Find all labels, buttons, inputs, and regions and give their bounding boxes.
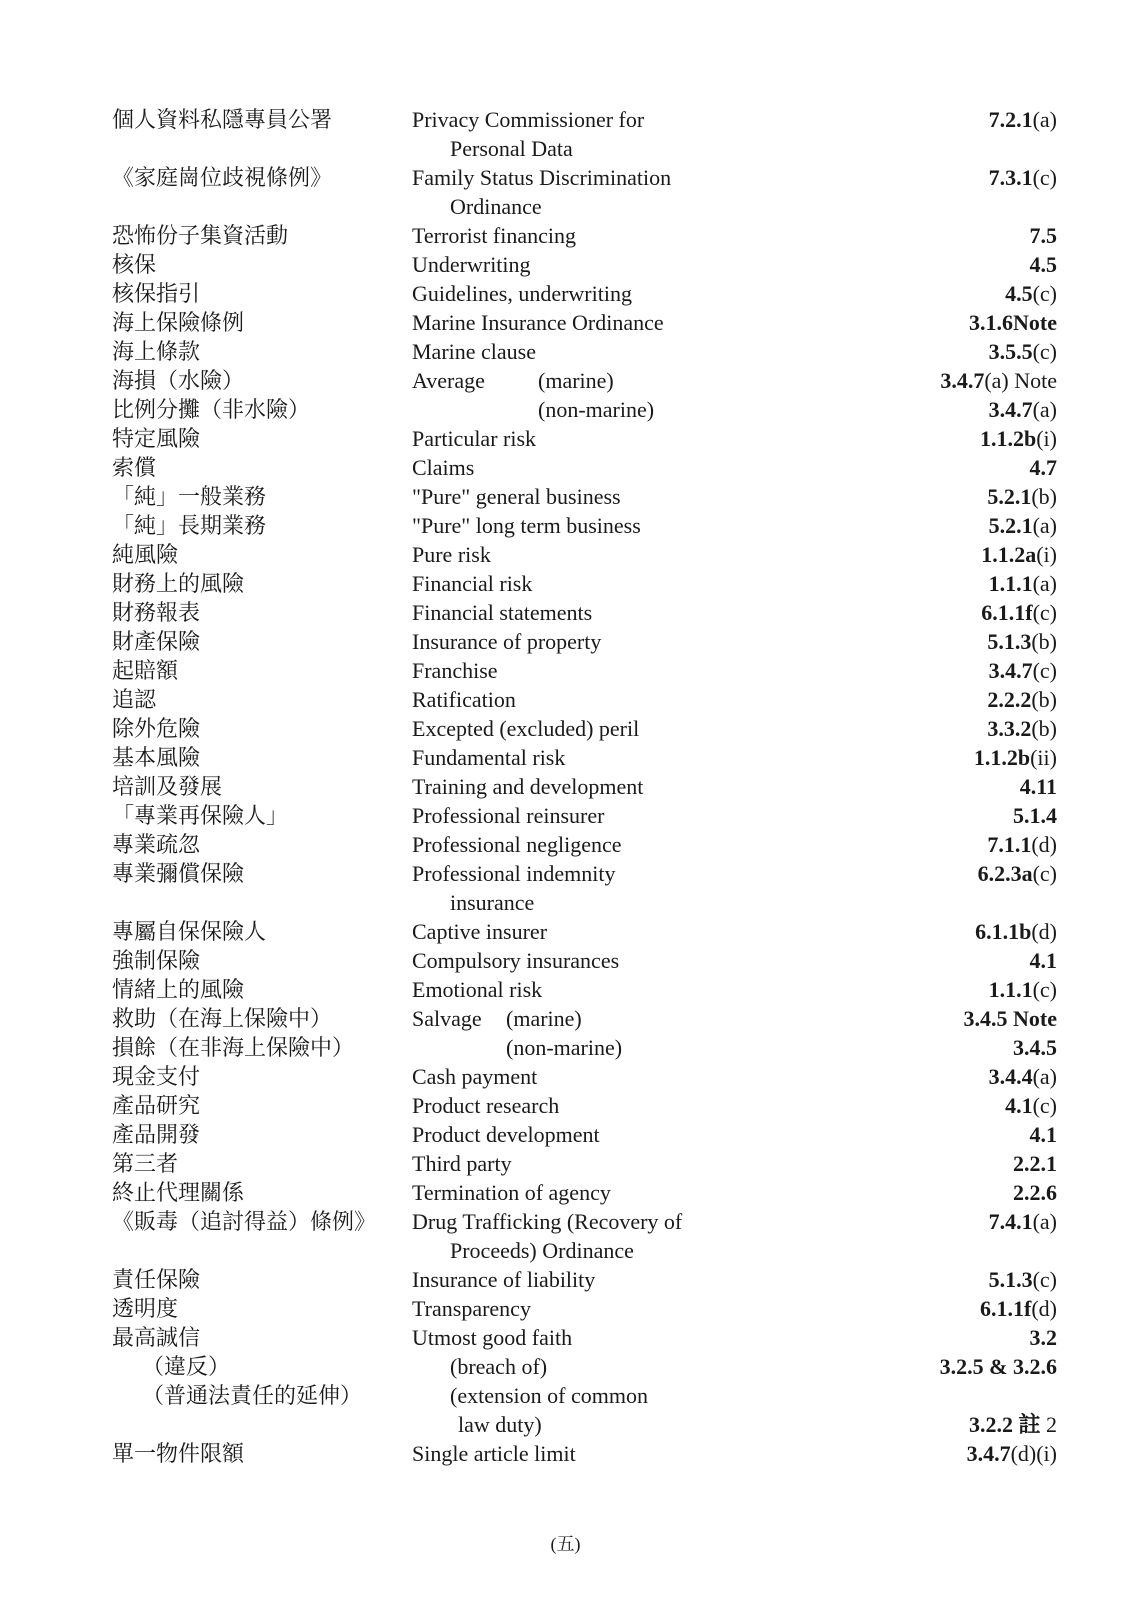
section-reference: 3.5.5(c) — [988, 339, 1057, 364]
section-reference: 1.1.1(c) — [988, 977, 1057, 1002]
table-row — [0, 1324, 1131, 1353]
table-row — [0, 570, 1131, 599]
english-term: Privacy Commissioner for — [412, 107, 645, 132]
chinese-term: 特定風險 — [112, 426, 201, 451]
chinese-term: 財務報表 — [112, 600, 201, 625]
section-reference: 2.2.2(b) — [987, 687, 1057, 712]
english-term-qualifier: (non-marine) — [506, 1035, 623, 1060]
section-reference: 3.2 — [1029, 1325, 1057, 1350]
table-row — [0, 1063, 1131, 1092]
section-reference: 5.1.3(b) — [987, 629, 1057, 654]
table-row — [0, 1353, 1131, 1382]
table-row — [0, 1150, 1131, 1179]
table-row — [0, 367, 1131, 396]
english-term: "Pure" long term business — [412, 513, 641, 538]
chinese-term: 情緒上的風險 — [112, 977, 245, 1002]
table-row — [0, 193, 1131, 222]
section-reference: 3.2.5 & 3.2.6 — [939, 1354, 1057, 1379]
chinese-sub-term: （普通法責任的延伸） — [142, 1383, 363, 1408]
table-row — [0, 425, 1131, 454]
section-reference: 4.5 — [1029, 252, 1057, 277]
table-row — [0, 860, 1131, 889]
english-term: Average (marine) — [412, 368, 614, 393]
table-row — [0, 222, 1131, 251]
table-row — [0, 1121, 1131, 1150]
chinese-term: 「純」一般業務 — [112, 484, 267, 509]
english-term: Insurance of liability — [412, 1267, 596, 1292]
chinese-term: 第三者 — [112, 1151, 179, 1176]
english-term-continuation: Personal Data — [450, 136, 573, 161]
table-row — [0, 889, 1131, 918]
english-term: Excepted (excluded) peril — [412, 716, 640, 741]
section-reference: 6.1.1f(d) — [980, 1296, 1057, 1321]
chinese-term: 救助（在海上保險中） — [112, 1006, 333, 1031]
table-row — [0, 512, 1131, 541]
chinese-term: 比例分攤（非水險） — [112, 397, 311, 422]
chinese-term: 財產保險 — [112, 629, 201, 654]
table-row — [0, 338, 1131, 367]
table-row — [0, 164, 1131, 193]
chinese-term: 《販毒（追討得益）條例》 — [112, 1209, 377, 1234]
table-row — [0, 251, 1131, 280]
section-reference: 3.4.5 — [1013, 1035, 1057, 1060]
chinese-term: 「純」長期業務 — [112, 513, 267, 538]
section-reference: 3.2.2 註 2 — [968, 1412, 1057, 1437]
section-reference: 7.3.1(c) — [988, 165, 1057, 190]
english-term: Franchise — [412, 658, 498, 683]
table-row — [0, 541, 1131, 570]
english-term: Financial statements — [412, 600, 593, 625]
english-term: Training and development — [412, 774, 644, 799]
chinese-sub-term: （違反） — [142, 1354, 231, 1379]
chinese-term: 單一物件限額 — [112, 1441, 245, 1466]
english-term: Captive insurer — [412, 919, 548, 944]
chinese-term: 產品開發 — [112, 1122, 201, 1147]
english-term-qualifier: (non-marine) — [538, 397, 655, 422]
chinese-term: 索償 — [112, 455, 157, 480]
chinese-term: 除外危險 — [112, 716, 201, 741]
english-term: Utmost good faith — [412, 1325, 573, 1350]
chinese-term: 追認 — [112, 687, 157, 712]
table-row — [0, 831, 1131, 860]
table-row — [0, 1208, 1131, 1237]
section-reference: 7.5 — [1029, 223, 1057, 248]
table-row — [0, 1237, 1131, 1266]
english-term-continuation: Proceeds) Ordinance — [450, 1238, 634, 1263]
section-reference: 2.2.1 — [1013, 1151, 1057, 1176]
section-reference: 1.1.2b(ii) — [973, 745, 1057, 770]
chinese-term: 核保 — [112, 252, 157, 277]
chinese-term: 基本風險 — [112, 745, 201, 770]
section-reference: 5.1.4 — [1013, 803, 1057, 828]
section-reference: 4.1(c) — [1005, 1093, 1057, 1118]
chinese-term: 「專業再保險人」 — [112, 803, 289, 828]
english-term: Salvage (marine) — [412, 1006, 582, 1031]
section-reference: 3.4.7(c) — [988, 658, 1057, 683]
chinese-term: 純風險 — [112, 542, 179, 567]
section-reference: 7.1.1(d) — [987, 832, 1057, 857]
table-row — [0, 1005, 1131, 1034]
english-term: Claims — [412, 455, 475, 480]
english-sub-term: (extension of common — [450, 1383, 648, 1408]
english-term: Marine clause — [412, 339, 536, 364]
english-term: Family Status Discrimination — [412, 165, 672, 190]
chinese-term: 培訓及發展 — [112, 774, 223, 799]
table-row — [0, 396, 1131, 425]
english-term: Emotional risk — [412, 977, 543, 1002]
english-term: Financial risk — [412, 571, 533, 596]
section-reference: 3.4.4(a) — [988, 1064, 1057, 1089]
table-row — [0, 947, 1131, 976]
chinese-term: 產品研究 — [112, 1093, 201, 1118]
section-reference: 1.1.2b(i) — [979, 426, 1057, 451]
english-term: Cash payment — [412, 1064, 538, 1089]
chinese-term: 最高誠信 — [112, 1325, 201, 1350]
table-row — [0, 599, 1131, 628]
table-row — [0, 1411, 1131, 1440]
chinese-term: 透明度 — [112, 1296, 179, 1321]
section-reference: 4.11 — [1019, 774, 1057, 799]
chinese-term: 恐怖份子集資活動 — [112, 223, 289, 248]
chinese-term: 核保指引 — [112, 281, 201, 306]
english-term: Ratification — [412, 687, 516, 712]
section-reference: 3.4.7(a) — [988, 397, 1057, 422]
chinese-term: 專屬自保保險人 — [112, 919, 267, 944]
section-reference: 6.1.1b(d) — [975, 919, 1057, 944]
table-row — [0, 657, 1131, 686]
english-term: Underwriting — [412, 252, 531, 277]
chinese-term: 現金支付 — [112, 1064, 201, 1089]
section-reference: 3.4.7(a) Note — [940, 368, 1057, 393]
table-row — [0, 1092, 1131, 1121]
english-term: Guidelines, underwriting — [412, 281, 632, 306]
table-row — [0, 106, 1131, 135]
english-term: "Pure" general business — [412, 484, 621, 509]
chinese-term: 海上條款 — [112, 339, 201, 364]
english-sub-term: (breach of) — [450, 1354, 548, 1379]
section-reference: 1.1.2a(i) — [981, 542, 1057, 567]
english-term: Particular risk — [412, 426, 537, 451]
section-reference: 5.2.1(b) — [987, 484, 1057, 509]
table-row — [0, 1266, 1131, 1295]
chinese-term: 財務上的風險 — [112, 571, 245, 596]
english-term-continuation: insurance — [450, 890, 535, 915]
english-term: Third party — [412, 1151, 512, 1176]
section-reference: 5.1.3(c) — [988, 1267, 1057, 1292]
section-reference: 6.1.1f(c) — [981, 600, 1057, 625]
table-row — [0, 1295, 1131, 1324]
english-term: Insurance of property — [412, 629, 602, 654]
chinese-term: 專業疏忽 — [112, 832, 201, 857]
english-term: Marine Insurance Ordinance — [412, 310, 664, 335]
page-number: (五) — [550, 1534, 581, 1554]
section-reference: 4.1 — [1029, 948, 1057, 973]
chinese-term: 海損（水險） — [112, 368, 245, 393]
chinese-term: 責任保險 — [112, 1267, 201, 1292]
section-reference: 3.3.2(b) — [987, 716, 1057, 741]
english-term-continuation: law duty) — [458, 1412, 542, 1437]
chinese-term: 終止代理關係 — [112, 1180, 245, 1205]
chinese-term: 損餘（在非海上保險中） — [112, 1035, 355, 1060]
section-reference: 7.4.1(a) — [988, 1209, 1057, 1234]
table-row — [0, 773, 1131, 802]
english-term: Fundamental risk — [412, 745, 566, 770]
section-reference: 5.2.1(a) — [988, 513, 1057, 538]
table-row — [0, 918, 1131, 947]
table-row — [0, 976, 1131, 1005]
section-reference: 7.2.1(a) — [988, 107, 1057, 132]
english-term: Termination of agency — [412, 1180, 611, 1205]
section-reference: 6.2.3a(c) — [977, 861, 1057, 886]
english-term: Compulsory insurances — [412, 948, 620, 973]
chinese-term: 起賠額 — [112, 658, 179, 683]
table-row — [0, 483, 1131, 512]
section-reference: 4.1 — [1029, 1122, 1057, 1147]
table-row — [0, 802, 1131, 831]
chinese-term: 專業彌償保險 — [112, 861, 245, 886]
table-row — [0, 309, 1131, 338]
english-term: Single article limit — [412, 1441, 576, 1466]
chinese-term: 《家庭崗位歧視條例》 — [112, 165, 333, 190]
english-term: Product development — [412, 1122, 600, 1147]
table-row — [0, 135, 1131, 164]
english-term: Professional reinsurer — [412, 803, 605, 828]
table-row — [0, 1440, 1131, 1469]
english-term: Product research — [412, 1093, 560, 1118]
section-reference: 2.2.6 — [1013, 1180, 1057, 1205]
english-term-qualifier: (marine) — [538, 368, 614, 393]
english-term-qualifier: (marine) — [506, 1006, 582, 1031]
section-reference: 4.5(c) — [1005, 281, 1057, 306]
glossary-table — [0, 106, 1131, 1469]
section-reference: 3.4.5 Note — [963, 1006, 1057, 1031]
english-term: Pure risk — [412, 542, 491, 567]
section-reference: 3.1.6Note — [969, 310, 1057, 335]
english-term: Transparency — [412, 1296, 531, 1321]
table-row — [0, 686, 1131, 715]
table-row — [0, 454, 1131, 483]
english-term: Professional negligence — [412, 832, 622, 857]
chinese-term: 強制保險 — [112, 948, 201, 973]
table-row — [0, 744, 1131, 773]
table-row — [0, 715, 1131, 744]
table-row — [0, 628, 1131, 657]
english-term-continuation: Ordinance — [450, 194, 542, 219]
english-term: Terrorist financing — [412, 223, 577, 248]
table-row — [0, 1034, 1131, 1063]
table-row — [0, 1382, 1131, 1411]
section-reference: 1.1.1(a) — [988, 571, 1057, 596]
section-reference: 4.7 — [1029, 455, 1057, 480]
english-term: Professional indemnity — [412, 861, 616, 886]
table-row — [0, 1179, 1131, 1208]
english-term: Drug Trafficking (Recovery of — [412, 1209, 683, 1234]
chinese-term: 個人資料私隱專員公署 — [112, 107, 333, 132]
table-row — [0, 280, 1131, 309]
chinese-term: 海上保險條例 — [112, 310, 245, 335]
section-reference: 3.4.7(d)(i) — [966, 1441, 1057, 1466]
